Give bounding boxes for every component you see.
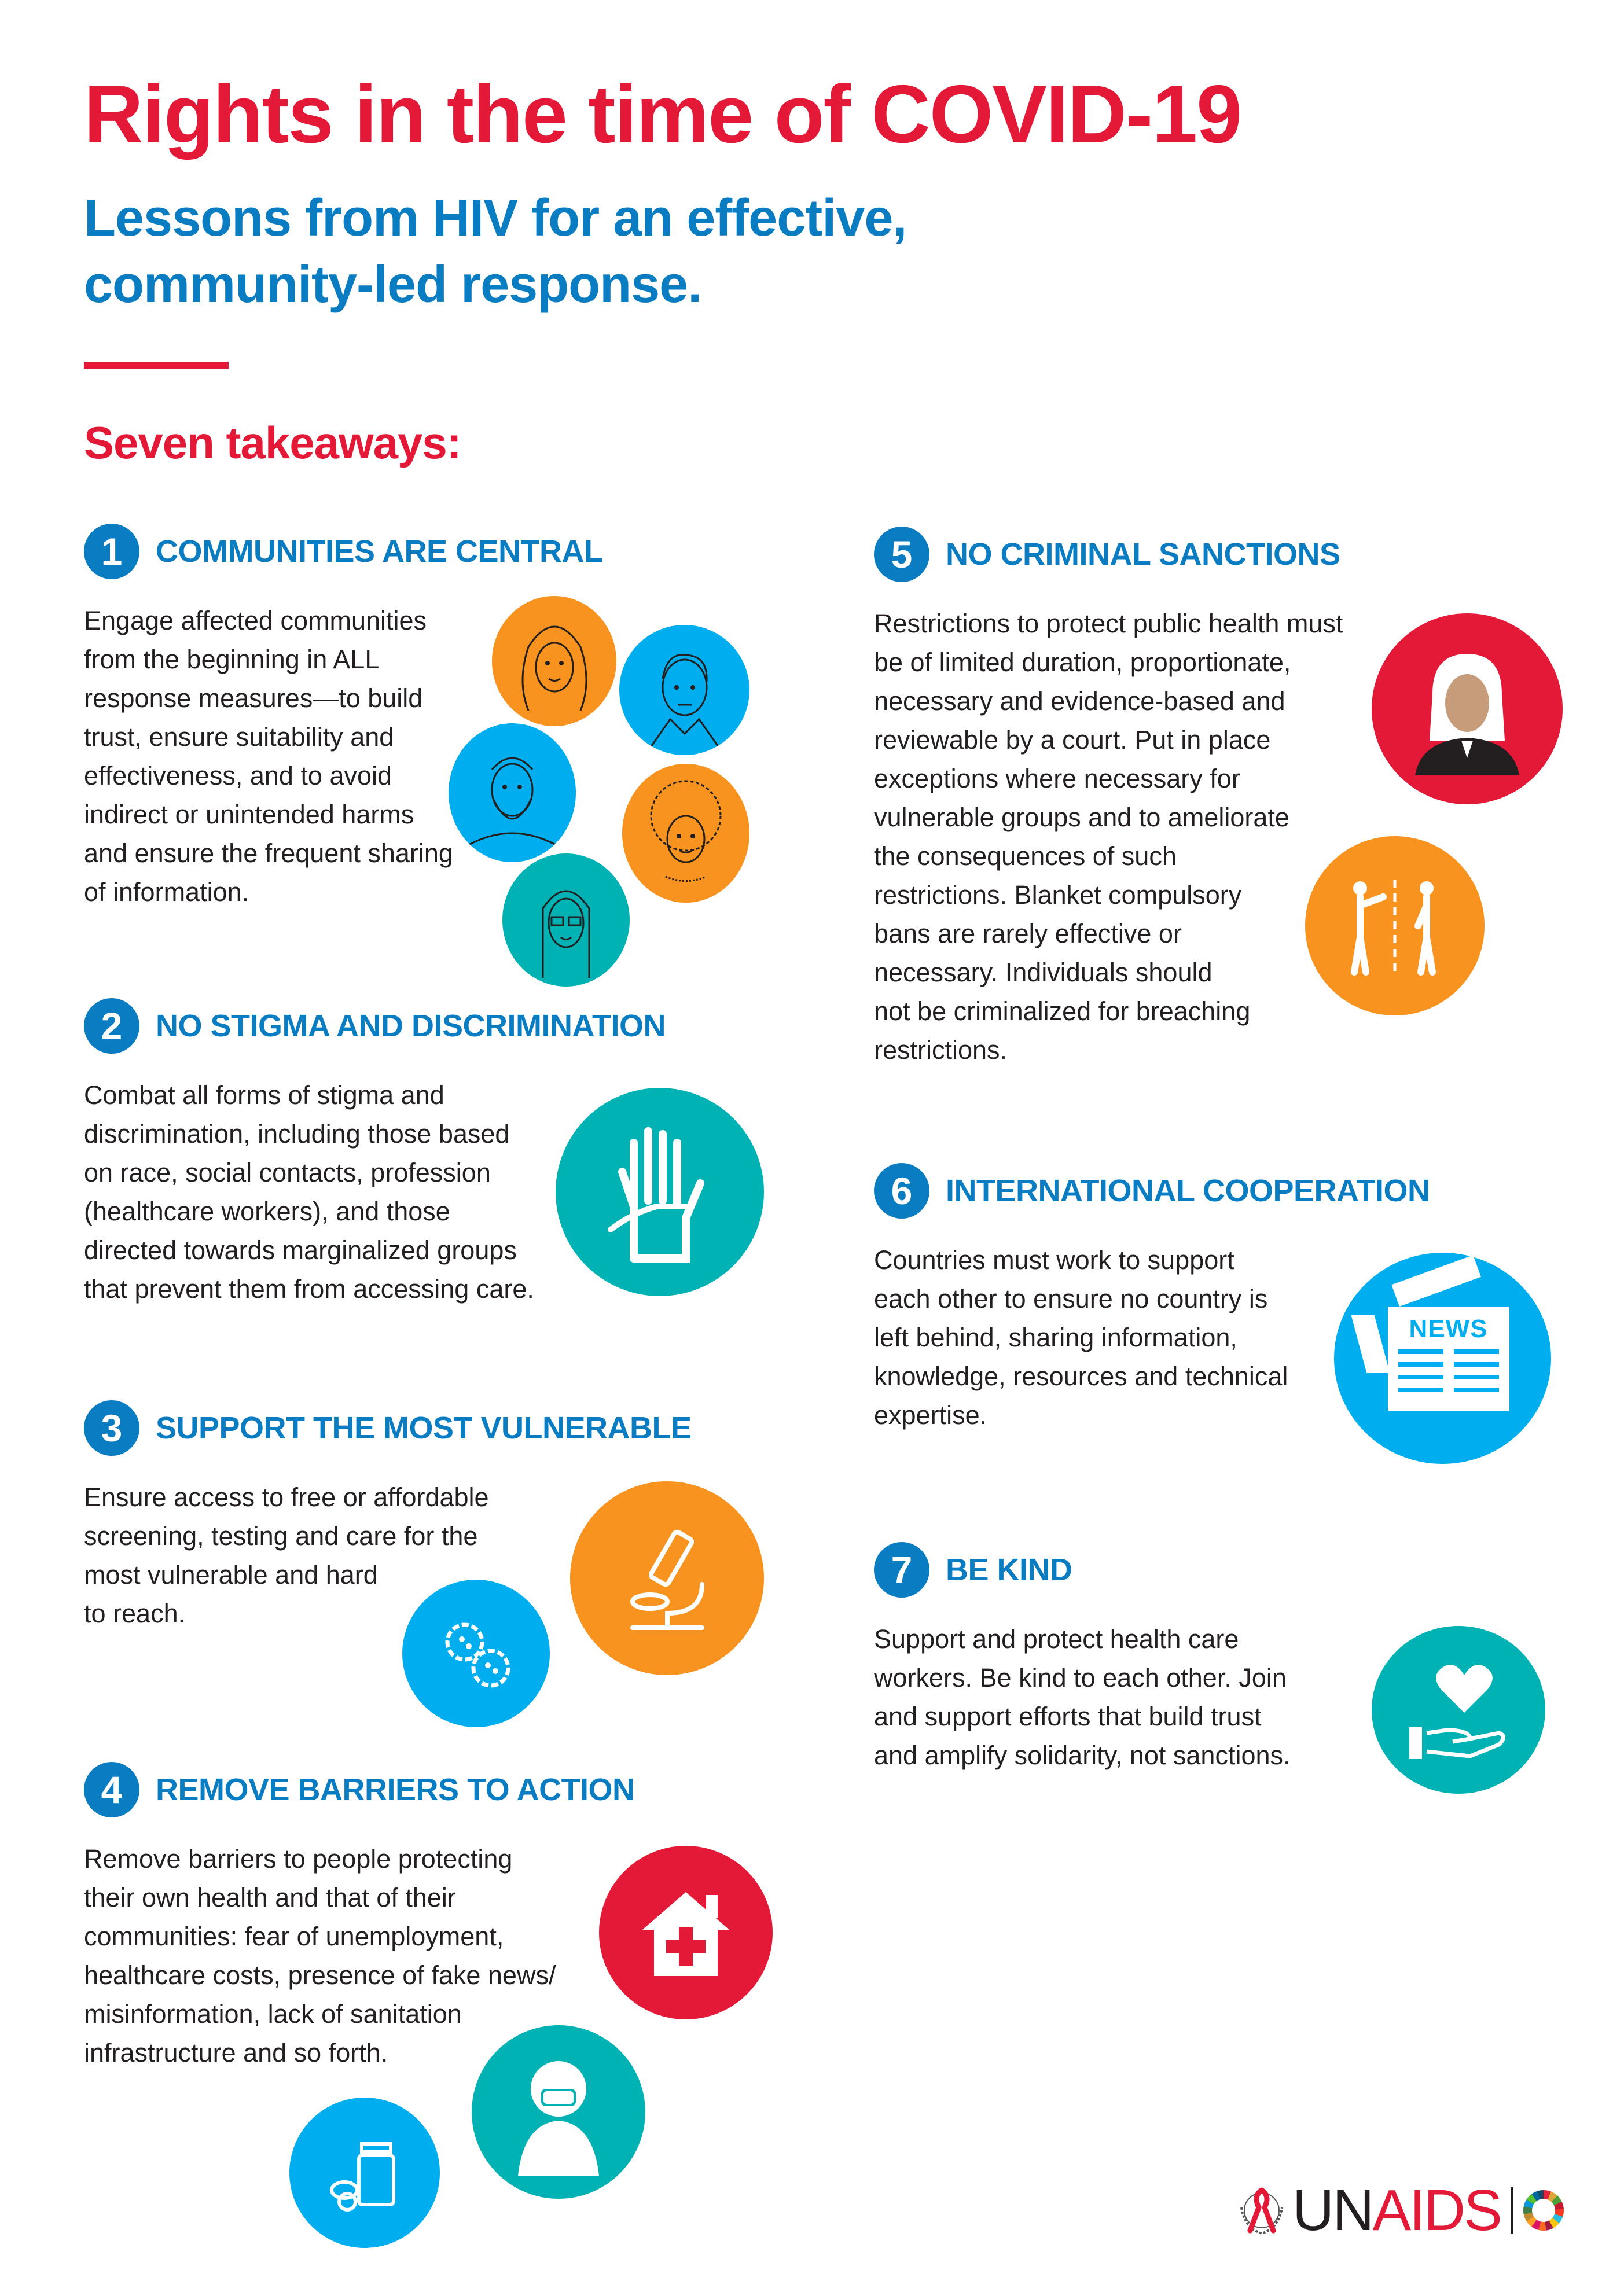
takeaway-7-header (874, 1542, 1291, 1598)
bearded-man-portrait-icon (449, 723, 576, 862)
takeaway-title: NO CRIMINAL SANCTIONS (946, 537, 1340, 572)
body-line: Engage affected communities (84, 606, 427, 635)
house-medical-cross-icon (599, 1846, 773, 2019)
subtitle-line-2: community-led response. (84, 256, 702, 314)
takeaway-7 (874, 1542, 1291, 1775)
body-line: of information. (84, 877, 249, 907)
body-line: that prevent them from accessing care. (84, 1274, 534, 1304)
body-line: necessary. Individuals should (874, 958, 1213, 987)
body-line: not be criminalized for breaching (874, 996, 1251, 1026)
takeaway-title: NO STIGMA AND DISCRIMINATION (156, 1009, 666, 1043)
virus-icon (402, 1580, 550, 1727)
unaids-logo (1236, 2178, 1564, 2243)
takeaway-body (874, 604, 1343, 1069)
number-badge: 3 (84, 1400, 139, 1456)
body-line: from the beginning in ALL (84, 645, 380, 674)
divider (84, 362, 229, 369)
judge-wig-icon (1372, 613, 1563, 804)
un-emblem-ribbon-icon (1236, 2184, 1288, 2236)
body-line: screening, testing and care for the (84, 1521, 478, 1551)
takeaway-4-header (84, 1762, 635, 1817)
hands-icon (556, 1088, 764, 1296)
body-line: and amplify solidarity, not sanctions. (874, 1741, 1291, 1770)
body-line: knowledge, resources and technical (874, 1362, 1288, 1391)
body-line: to reach. (84, 1599, 186, 1628)
takeaway-title: INTERNATIONAL COOPERATION (946, 1173, 1430, 1208)
body-line: healthcare costs, presence of fake news/ (84, 1960, 556, 1990)
body-line: each other to ensure no country is (874, 1284, 1268, 1313)
newspaper-headline: NEWS (1409, 1314, 1488, 1343)
body-line: vulnerable groups and to ameliorate (874, 803, 1289, 832)
page-title: Rights in the time of COVID-19 (84, 68, 1241, 160)
microscope-icon (570, 1481, 764, 1675)
number-badge: 7 (874, 1542, 929, 1598)
physical-distancing-icon (1305, 836, 1485, 1015)
takeaway-3-header (84, 1400, 692, 1456)
logo-separator (1511, 2187, 1513, 2234)
body-line: and ensure the frequent sharing (84, 838, 453, 868)
number-badge: 2 (84, 998, 139, 1054)
number-badge: 5 (874, 527, 929, 582)
body-line: restrictions. Blanket compulsory (874, 880, 1242, 910)
body-line: Restrictions to protect public health must (874, 609, 1343, 638)
takeaway-5-header (874, 527, 1343, 582)
page-subtitle (84, 185, 906, 318)
takeaway-body (874, 1620, 1291, 1775)
body-line: (healthcare workers), and those (84, 1197, 450, 1226)
sdg-wheel-icon (1523, 2190, 1564, 2231)
body-line: misinformation, lack of sanitation (84, 1999, 462, 2029)
body-line: directed towards marginalized groups (84, 1235, 517, 1265)
body-line: reviewable by a court. Put in place (874, 725, 1271, 755)
body-line: most vulnerable and hard (84, 1560, 378, 1589)
logo-aids-text: AIDS (1372, 2178, 1501, 2243)
body-line: Ensure access to free or affordable (84, 1482, 489, 1512)
curly-hair-woman-portrait-icon (622, 764, 749, 903)
body-line: bans are rarely effective or (874, 919, 1182, 948)
number-badge: 1 (84, 524, 139, 579)
body-line: the consequences of such (874, 841, 1177, 871)
subtitle-line-1: Lessons from HIV for an effective, (84, 189, 907, 247)
body-line: communities: fear of unemployment, (84, 1922, 504, 1951)
takeaway-title: SUPPORT THE MOST VULNERABLE (156, 1411, 692, 1445)
body-line: expertise. (874, 1400, 987, 1430)
takeaway-6-header (874, 1163, 1430, 1219)
body-line: on race, social contacts, profession (84, 1158, 491, 1187)
body-line: exceptions where necessary for (874, 764, 1240, 793)
newspaper-icon (1334, 1253, 1551, 1464)
body-line: and support efforts that build trust (874, 1702, 1262, 1731)
woman-glasses-portrait-icon (502, 853, 630, 987)
takeaway-1-header (84, 524, 602, 579)
body-line: infrastructure and so forth. (84, 2038, 388, 2067)
masked-health-worker-icon (472, 2025, 645, 2199)
body-line: discrimination, including those based (84, 1119, 510, 1149)
body-line: indirect or unintended harms (84, 800, 414, 829)
takeaway-5 (874, 527, 1343, 1069)
body-line: Countries must work to support (874, 1245, 1234, 1275)
body-line: their own health and that of their (84, 1883, 456, 1912)
body-line: effectiveness, and to avoid (84, 761, 392, 790)
body-line: Remove barriers to people protecting (84, 1844, 513, 1874)
logo-un-text: UN (1292, 2178, 1373, 2243)
heart-in-hand-icon (1372, 1626, 1545, 1794)
body-line: left behind, sharing information, (874, 1323, 1237, 1352)
body-line: response measures—to build (84, 683, 423, 713)
takeaway-2-header (84, 998, 666, 1054)
takeaway-title: REMOVE BARRIERS TO ACTION (156, 1772, 635, 1807)
takeaway-title: BE KIND (946, 1552, 1072, 1587)
woman-hijab-portrait-icon (492, 596, 616, 726)
body-line: necessary and evidence-based and (874, 686, 1285, 716)
young-man-portrait-icon (619, 625, 749, 755)
body-line: workers. Be kind to each other. Join (874, 1663, 1287, 1692)
number-badge: 6 (874, 1163, 929, 1219)
section-heading: Seven takeaways: (84, 417, 461, 468)
body-line: Support and protect health care (874, 1624, 1239, 1654)
takeaway-title: COMMUNITIES ARE CENTRAL (156, 534, 603, 569)
body-line: be of limited duration, proportionate, (874, 647, 1291, 677)
number-badge: 4 (84, 1762, 139, 1817)
body-line: Combat all forms of stigma and (84, 1080, 444, 1110)
body-line: restrictions. (874, 1035, 1008, 1065)
medicine-bottle-pills-icon (289, 2098, 440, 2248)
body-line: trust, ensure suitability and (84, 722, 394, 752)
